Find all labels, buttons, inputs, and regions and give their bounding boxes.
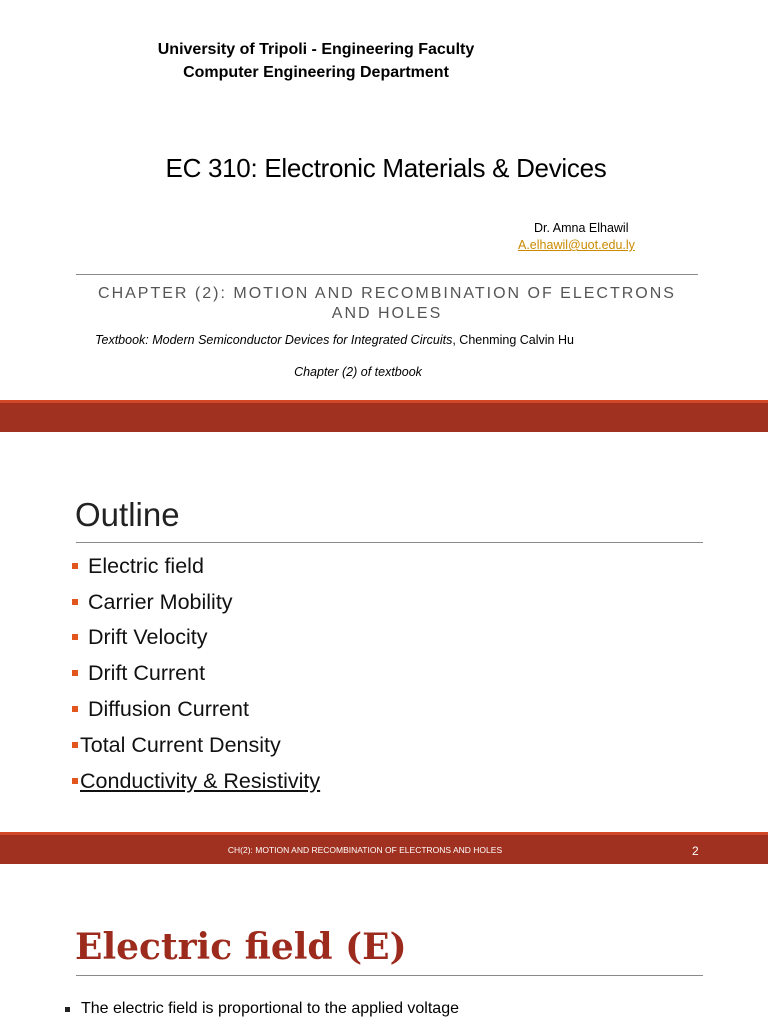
- list-item: [65, 1000, 459, 1018]
- textbook-author: , Chenming Calvin Hu: [452, 333, 574, 347]
- square-bullet-icon: [72, 634, 78, 640]
- slide-footer-text: CH(2): MOTION AND RECOMBINATION OF ELECTRONS AND HOLES: [227, 845, 503, 855]
- list-item-label: Drift Current: [88, 661, 206, 686]
- chapter-reference: Chapter (2) of textbook: [294, 365, 422, 379]
- list-item: [70, 584, 320, 620]
- list-item: [70, 763, 320, 799]
- list-item-label: The electric field is proportional to the applied voltage: [81, 1000, 459, 1017]
- list-item-label: Electric field: [88, 553, 204, 578]
- outline-title: Outline: [75, 496, 180, 533]
- author-name: Dr. Amna Elhawil: [534, 221, 629, 235]
- electric-field-title: Electric field (E): [75, 926, 407, 968]
- course-title: [0, 153, 768, 184]
- author-email-link[interactable]: A.elhawil@uot.edu.ly: [518, 238, 635, 252]
- list-item: [70, 548, 320, 584]
- outline-list: [70, 548, 320, 799]
- list-item: [70, 691, 320, 727]
- department-name: Computer Engineering Department: [183, 64, 449, 81]
- university-name: University of Tripoli - Engineering Faculty: [157, 41, 475, 58]
- chapter-title: CHAPTER (2): MOTION AND RECOMBINATION OF ELECTRONS AND HOLES: [98, 285, 676, 322]
- course-name: Electronic Materials & Devices: [264, 153, 607, 183]
- list-item-label: Carrier Mobility: [88, 589, 233, 614]
- square-bullet-icon: [65, 1007, 70, 1012]
- list-item: [70, 727, 320, 763]
- page-number: 2: [692, 844, 699, 858]
- electric-field-divider: [76, 975, 703, 976]
- square-bullet-icon: [72, 599, 78, 605]
- square-bullet-icon: [72, 670, 78, 676]
- square-bullet-icon: [72, 706, 78, 712]
- textbook-reference: [95, 333, 574, 347]
- square-bullet-icon: [72, 778, 78, 784]
- square-bullet-icon: [72, 563, 78, 569]
- square-bullet-icon: [72, 742, 78, 748]
- list-item-label: Total Current Density: [80, 732, 281, 757]
- title-divider: [76, 274, 698, 275]
- list-item-label: Drift Velocity: [88, 625, 208, 650]
- list-item: [70, 655, 320, 691]
- slide1-footer-band: [0, 403, 768, 432]
- textbook-title: Textbook: Modern Semiconductor Devices for Integrated Circuits: [95, 333, 453, 347]
- list-item: [70, 620, 320, 656]
- outline-divider: [76, 542, 703, 543]
- course-code: EC 310:: [165, 153, 258, 183]
- list-item-label: Diffusion Current: [88, 697, 249, 722]
- list-item-label: Conductivity & Resistivity: [80, 768, 321, 793]
